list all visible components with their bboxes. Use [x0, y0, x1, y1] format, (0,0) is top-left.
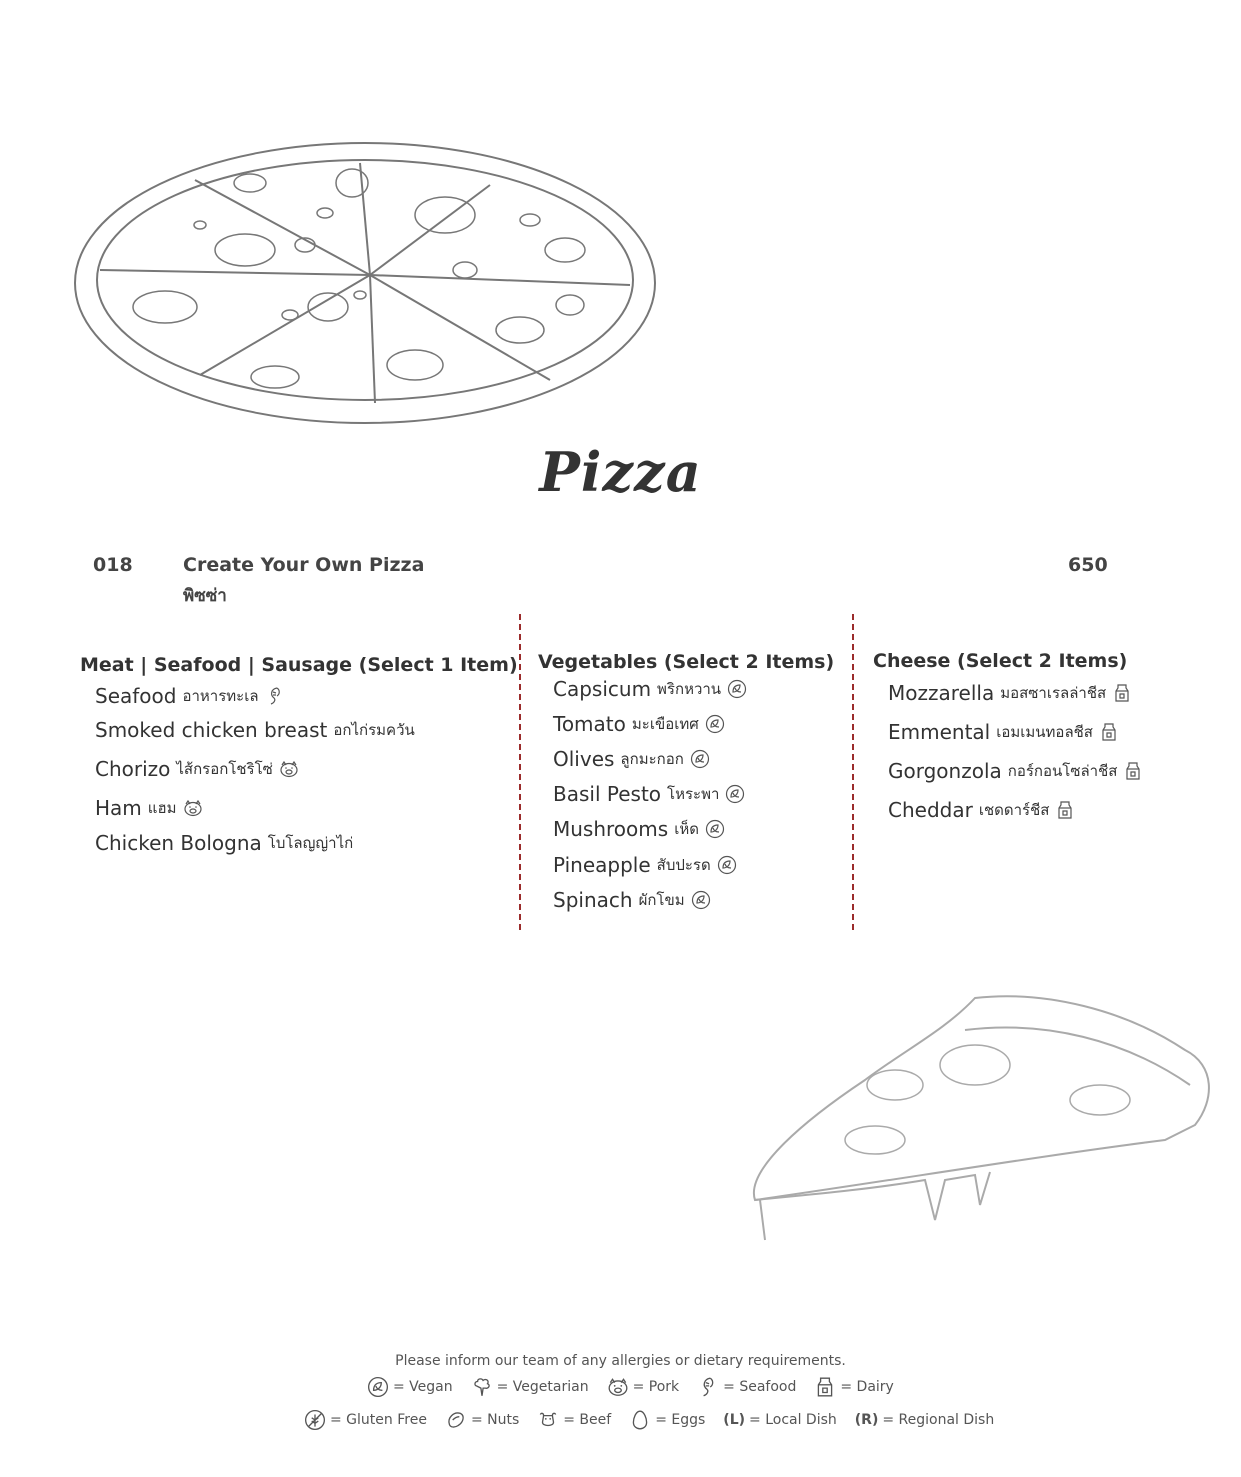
legend-label: = Pork	[632, 1379, 680, 1395]
beef-icon	[537, 1409, 559, 1431]
item-code: 018	[93, 554, 133, 576]
cheese-heading: Cheese (Select 2 Items)	[873, 650, 1128, 672]
item-name: Create Your Own Pizza	[183, 554, 425, 576]
ingredient-item	[95, 684, 285, 708]
page-title: Pizza	[539, 440, 702, 504]
ingredient-name: Basil Pesto	[553, 782, 662, 806]
legend-entry	[367, 1376, 453, 1398]
pork-icon	[183, 798, 203, 818]
ingredient-item	[553, 677, 747, 701]
ingredient-name: Tomato	[553, 712, 626, 736]
ingredient-name-thai: อาหารทะเล	[182, 687, 259, 705]
legend-label: = Gluten Free	[330, 1412, 427, 1428]
ingredient-name: Ham	[95, 796, 142, 820]
ingredient-item	[888, 720, 1119, 744]
legend-label: = Vegetarian	[496, 1379, 589, 1395]
legend-label: = Nuts	[470, 1412, 520, 1428]
seafood-icon	[697, 1376, 719, 1398]
legend-entry	[629, 1409, 705, 1431]
legend-row-1	[367, 1376, 894, 1398]
meat-heading: Meat | Seafood | Sausage (Select 1 Item)	[80, 654, 518, 676]
dairy-icon	[1123, 761, 1143, 781]
ingredient-name-thai: ลูกมะกอก	[620, 750, 684, 768]
ingredient-item	[553, 817, 725, 841]
ingredient-name: Mushrooms	[553, 817, 669, 841]
ingredient-name: Seafood	[95, 684, 177, 708]
legend-label: = Eggs	[655, 1412, 706, 1428]
vegan-icon	[691, 890, 711, 910]
eggs-icon	[629, 1409, 651, 1431]
ingredient-name-thai: สับปะรด	[656, 856, 711, 874]
ingredient-name-thai: เชดดาร์ชีส	[978, 801, 1050, 819]
dairy-icon	[1112, 683, 1132, 703]
ingredient-name: Capsicum	[553, 677, 652, 701]
vegan-icon	[717, 855, 737, 875]
ingredient-item	[553, 853, 737, 877]
ingredient-name: Spinach	[553, 888, 633, 912]
legend-entry	[304, 1409, 427, 1431]
ingredient-name-thai: เอมเมนทอลชีส	[996, 723, 1093, 741]
ingredient-name-thai: พริกหวาน	[657, 680, 722, 698]
legend-entry	[814, 1376, 893, 1398]
pizza-slice-illustration	[745, 990, 1220, 1250]
ingredient-item	[553, 782, 745, 806]
ingredient-item	[888, 681, 1132, 705]
column-divider	[519, 614, 521, 930]
legend-entry	[607, 1376, 680, 1398]
vegetables-heading: Vegetables (Select 2 Items)	[538, 651, 835, 673]
item-price: 650	[1068, 554, 1108, 576]
item-name-thai: พิซซ่า	[183, 586, 227, 606]
ingredient-name: Gorgonzola	[888, 759, 1002, 783]
nuts-icon	[445, 1409, 467, 1431]
ingredient-name: Mozzarella	[888, 681, 995, 705]
legend-label: = Regional Dish	[882, 1412, 995, 1428]
ingredient-name-thai: กอร์กอนโซล่าชีส	[1007, 762, 1118, 780]
vegan-icon	[705, 819, 725, 839]
ingredient-item	[888, 798, 1075, 822]
ingredient-name-thai: มอสซาเรลล่าชีส	[1000, 684, 1107, 702]
dairy-icon	[814, 1376, 836, 1398]
legend-entry	[537, 1409, 611, 1431]
ingredient-item	[888, 759, 1143, 783]
ingredient-item	[95, 796, 203, 820]
allergy-note: Please inform our team of any allergies or dietary requirements.	[395, 1353, 846, 1369]
pork-icon	[279, 759, 299, 779]
ingredient-item	[553, 747, 710, 771]
ingredient-name: Chorizo	[95, 757, 171, 781]
vegan-icon	[690, 749, 710, 769]
legend-label: = Vegan	[393, 1379, 453, 1395]
column-divider	[852, 614, 854, 930]
seafood-icon	[265, 686, 285, 706]
ingredient-name: Emmental	[888, 720, 991, 744]
legend-label: = Local Dish	[749, 1412, 837, 1428]
legend-entry	[855, 1409, 994, 1431]
ingredient-name-thai: แฮม	[147, 799, 177, 817]
ingredient-item	[95, 757, 299, 781]
vegan-icon	[727, 679, 747, 699]
legend-label: = Seafood	[723, 1379, 797, 1395]
ingredient-name: Chicken Bologna	[95, 831, 262, 855]
ingredient-name: Cheddar	[888, 798, 973, 822]
legend-row-2	[304, 1409, 994, 1431]
vegetarian-icon	[471, 1376, 493, 1398]
ingredient-name-thai: มะเขือเทศ	[631, 715, 699, 733]
ingredient-item	[553, 712, 725, 736]
vegan-icon	[367, 1376, 389, 1398]
gluten-free-icon	[304, 1409, 326, 1431]
pizza-illustration	[70, 135, 660, 435]
ingredient-item	[553, 888, 711, 912]
ingredient-name-thai: ผักโขม	[638, 891, 685, 909]
legend-entry	[723, 1409, 836, 1431]
ingredient-name-thai: เห็ด	[674, 820, 699, 838]
ingredient-name-thai: อกไก่รมควัน	[333, 721, 415, 739]
vegan-icon	[705, 714, 725, 734]
legend-code: (R)	[854, 1412, 879, 1428]
legend-label: = Beef	[563, 1412, 612, 1428]
ingredient-item	[95, 831, 353, 855]
pork-icon	[607, 1376, 629, 1398]
legend-entry	[471, 1376, 589, 1398]
ingredient-name-thai: ไส้กรอกโชริโซ่	[176, 760, 273, 778]
dairy-icon	[1055, 800, 1075, 820]
ingredient-name: Pineapple	[553, 853, 651, 877]
ingredient-name: Olives	[553, 747, 615, 771]
ingredient-item	[95, 718, 415, 742]
ingredient-name: Smoked chicken breast	[95, 718, 328, 742]
vegan-icon	[725, 784, 745, 804]
legend-code: (L)	[723, 1412, 746, 1428]
ingredient-name-thai: โหระพา	[667, 785, 720, 803]
ingredient-name-thai: โบโลญญ่าไก่	[267, 834, 354, 852]
dairy-icon	[1099, 722, 1119, 742]
legend-entry	[445, 1409, 519, 1431]
legend-label: = Dairy	[840, 1379, 894, 1395]
legend-entry	[697, 1376, 796, 1398]
